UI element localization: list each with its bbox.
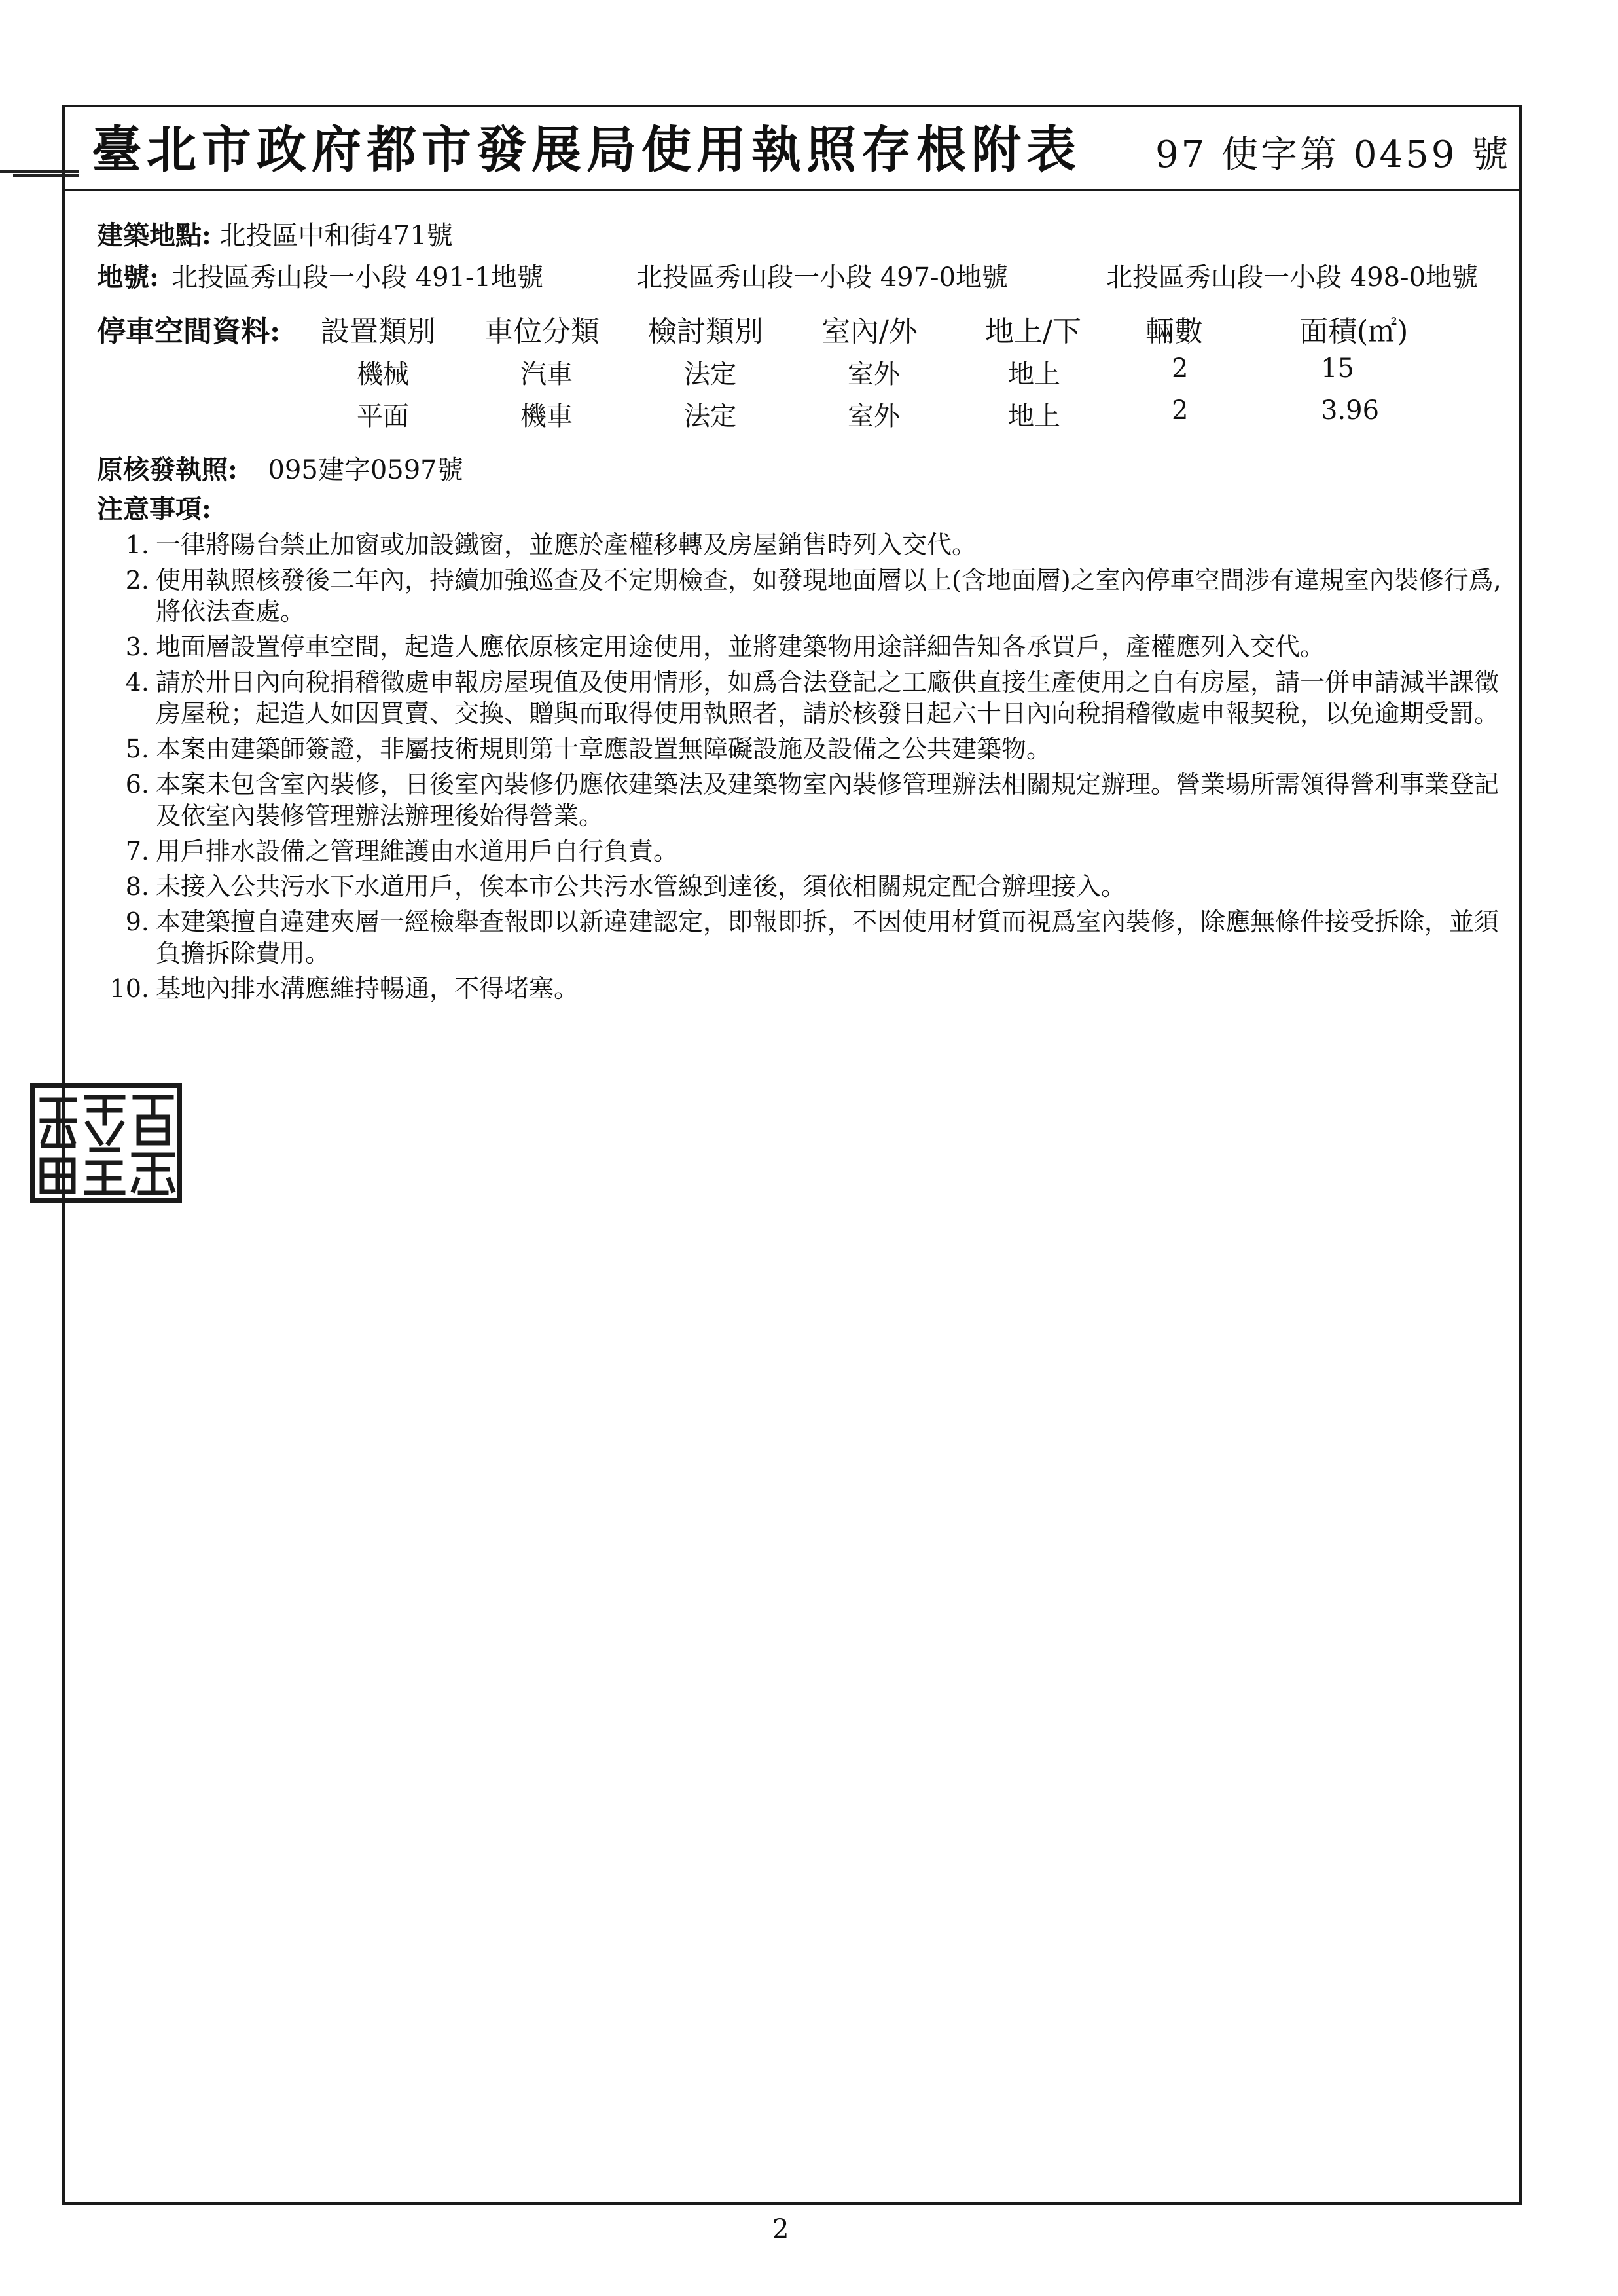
note-item [106,871,1513,902]
note-number: 7. [125,837,149,866]
parking-header: 設置類別 [321,315,436,348]
note-text: 未接入公共污水下水道用戶，俟本市公共污水管線到達後，須依相關規定配合辦理接入。 [156,872,1126,901]
note-item [106,733,1513,765]
note-item [106,835,1513,867]
note-item [106,529,1513,560]
note-text: 本案未包含室內裝修，日後室內裝修仍應依建築法及建築物室內裝修管理辦法相關規定辦理。營業場所需領得營利事業登記及依室內裝修管理辦法辦理後始得營業。 [156,770,1500,830]
page-title: 臺北市政府都市發展局使用執照存根附表 [92,120,1081,179]
page-number: 2 [772,2214,789,2244]
original-permit-label: 原核發執照: [97,454,238,485]
note-item [106,906,1513,969]
site-address-label: 建築地點: [97,220,211,251]
note-number: 8. [125,872,149,901]
parking-header: 室內/外 [821,315,918,348]
parking-header: 面積(㎡) [1299,315,1409,348]
parking-cell: 地上 [1008,401,1060,431]
note-item [106,973,1513,1004]
lot-item: 北投區秀山段一小段 497-0地號 [636,263,1009,293]
official-seal-stamp [29,1082,183,1205]
parking-cell: 機車 [520,401,573,431]
note-number: 2. [125,566,149,594]
note-number: 9. [125,907,149,936]
parking-cell: 平面 [357,401,409,431]
note-number: 4. [125,668,149,697]
note-text: 本案由建築師簽證，非屬技術規則第十章應設置無障礙設施及設備之公共建築物。 [156,735,1052,763]
parking-cell: 機械 [357,359,409,390]
note-number: 5. [125,735,149,763]
parking-header: 車位分類 [484,315,600,348]
note-number: 10. [109,974,149,1003]
note-text: 請於卅日內向稅捐稽徵處申報房屋現值及使用情形，如爲合法登記之工廠供直接生產使用之自有房屋，請一併申請減半課徵房屋稅；起造人如因買賣、交換、贈與而取得使用執照者，請於核發日起六十日內向稅捐稽徵處申報契稅，以免逾期受罰。 [156,668,1500,728]
parking-cell: 汽車 [520,359,573,390]
lot-label: 地號: [97,262,159,293]
note-text: 用戶排水設備之管理維護由水道用戶自行負責。 [156,837,679,866]
notes-heading: 注意事項: [97,494,211,524]
site-address-value: 北投區中和街471號 [219,221,453,251]
note-text: 基地內排水溝應維持暢通，不得堵塞。 [156,974,579,1003]
parking-cell: 室外 [848,401,900,431]
parking-cell: 3.96 [1321,395,1380,426]
note-item [106,769,1513,831]
note-number: 6. [125,770,149,799]
parking-cell: 法定 [684,359,736,390]
site-address-row [97,215,453,252]
title-divider [62,189,1522,191]
parking-label: 停車空間資料: [97,315,281,348]
note-text: 一律將陽台禁止加窗或加設鐵窗，並應於產權移轉及房屋銷售時列入交代。 [156,530,977,559]
margin-scan-mark [0,166,85,181]
permit-number: 97 使字第 0459 號 [1155,134,1511,176]
parking-header: 地上/下 [985,315,1081,348]
parking-cell: 2 [1172,395,1189,426]
parking-cell: 室外 [848,359,900,390]
parking-cell: 法定 [684,401,736,431]
parking-header: 輛數 [1145,315,1203,348]
parking-cell: 2 [1172,354,1189,384]
note-item [106,564,1513,627]
note-text: 本建築擅自違建夾層一經檢舉查報即以新違建認定，即報即拆，不因使用材質而視爲室內裝修，除應無條件接受拆除，並須負擔拆除費用。 [156,907,1500,968]
parking-header: 檢討類別 [648,315,763,348]
note-number: 3. [125,632,149,661]
parking-cell: 15 [1321,354,1354,384]
original-permit-row [97,449,463,486]
note-text: 使用執照核發後二年內，持續加強巡查及不定期檢查，如發現地面層以上(含地面層)之室內停車空間涉有違規室內裝修行爲,將依法查處。 [156,566,1501,626]
lot-item: 北投區秀山段一小段 498-0地號 [1106,263,1479,293]
note-item [106,666,1513,729]
note-item [106,631,1513,663]
parking-cell: 地上 [1008,359,1060,390]
note-number: 1. [125,530,149,559]
lot-item: 北投區秀山段一小段 491-1地號 [171,263,544,293]
note-text: 地面層設置停車空間，起造人應依原核定用途使用，並將建築物用途詳細告知各承買戶，產權應列入交代。 [156,632,1325,661]
notes-list [106,529,1513,1008]
document-frame [62,105,1522,2205]
original-permit-value: 095建字0597號 [268,455,463,485]
